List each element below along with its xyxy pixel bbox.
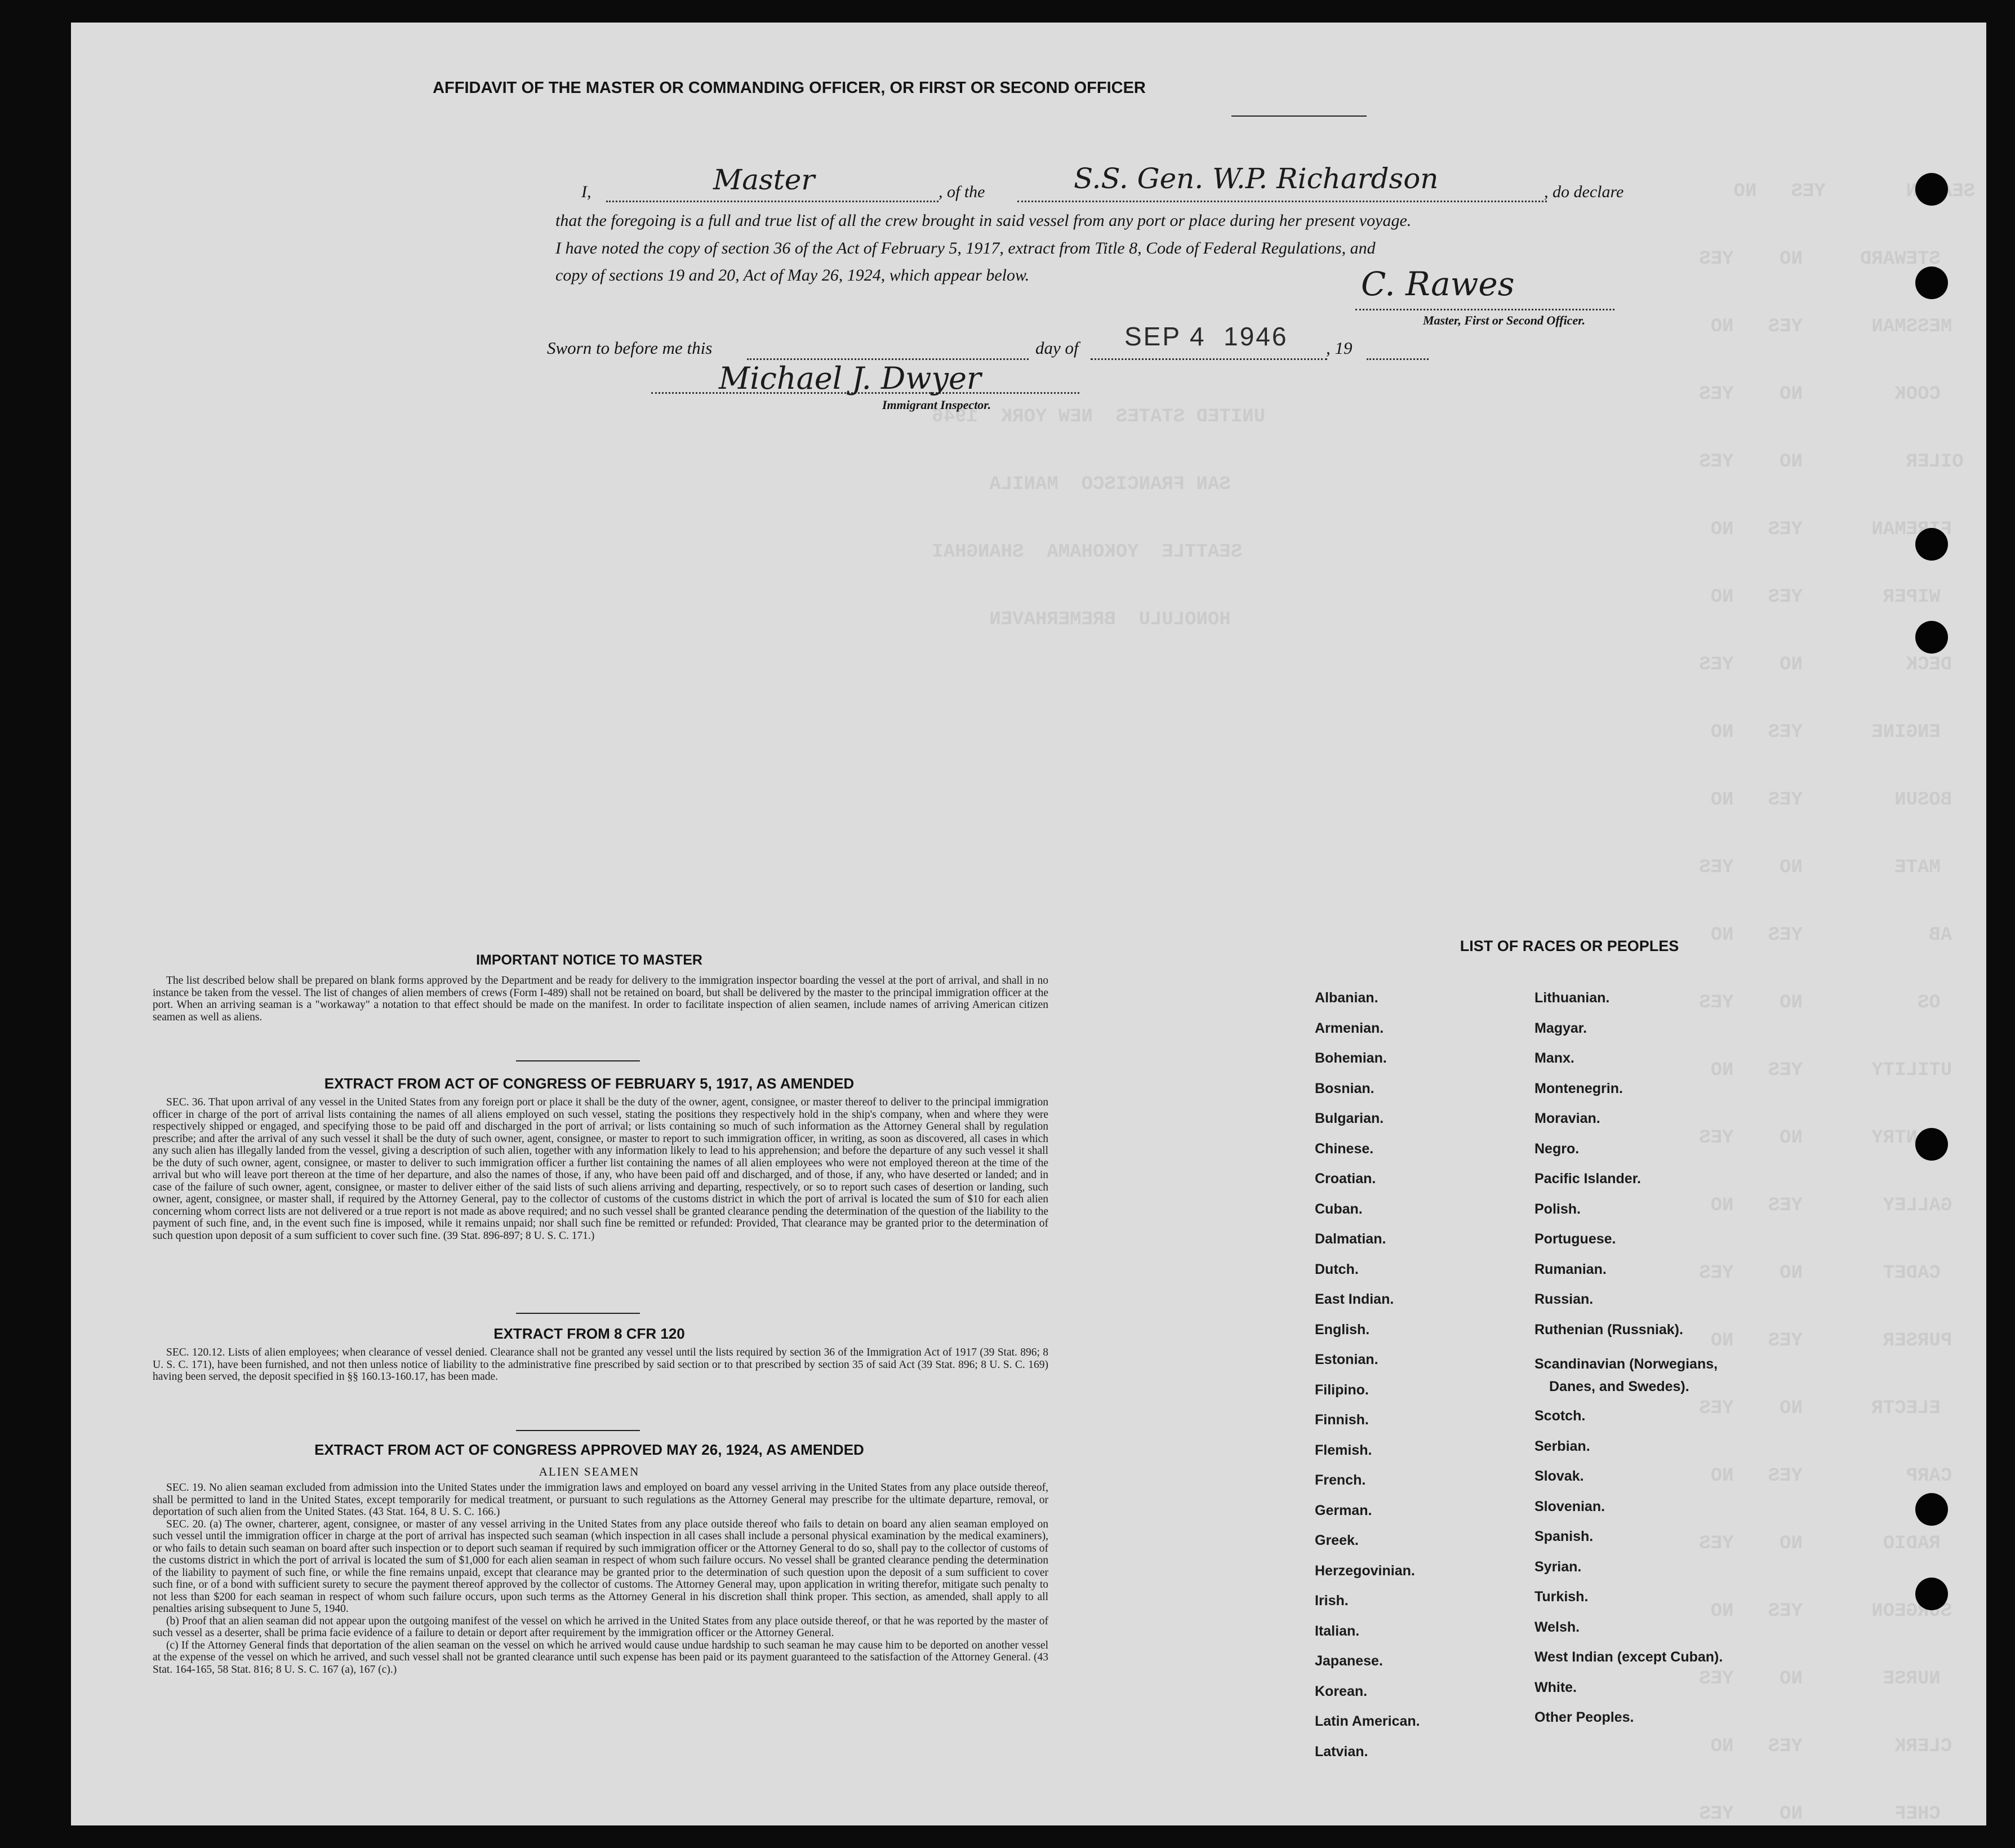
race-item: East Indian.	[1315, 1291, 1394, 1307]
race-item: Manx.	[1534, 1050, 1574, 1066]
race-item: Albanian.	[1315, 990, 1378, 1006]
extract-1917-title: EXTRACT FROM ACT OF CONGRESS OF FEBRUARY 5, 1917, AS AMENDED	[324, 1075, 855, 1092]
race-item: Welsh.	[1534, 1619, 1580, 1635]
sworn-month-field	[1091, 358, 1327, 360]
race-item: Serbian.	[1534, 1438, 1590, 1454]
punch-hole	[1915, 1578, 1948, 1610]
race-item: Latvian.	[1315, 1743, 1368, 1760]
inspector-caption: Immigrant Inspector.	[882, 398, 991, 412]
punch-hole	[1915, 266, 1948, 299]
race-item: German.	[1315, 1502, 1372, 1518]
notice-rule	[516, 1060, 640, 1061]
races-title: LIST OF RACES OR PEOPLES	[1460, 938, 1679, 954]
extract-1924-title: EXTRACT FROM ACT OF CONGRESS APPROVED MAY 26, 1924, AS AMENDED	[314, 1441, 864, 1458]
notice-paragraph: The list described below shall be prepared on blank forms approved by the Department and be ready for delivery to the immigration inspector boarding the vessel at the port of arrival, and shall in no instance be taken from the vessel. The list of changes of alien members of crews (Form I-489) shall not be retained on board, but shall be delivered by the master to the principal immigration officer at the port. When an arriving seaman is a "workaway" a notation to that effect should be made on the manifest. In order to facilitate inspection of alien seamen, include names of arriving American citizen seamen as well as aliens.	[153, 975, 1048, 1023]
vessel-handwriting: S.S. Gen. W.P. Richardson	[1074, 162, 1439, 195]
extract-1917-paragraph: SEC. 36. That upon arrival of any vessel in the United States from any foreign port or place it shall be the duty of the owner, agent, consignee, or master thereof to deliver to the principal immigration officer in charge of the port of arrival lists containing the names of all aliens employed on such vessel, stating the positions they respectively hold in the ship's company, when and where they were respectively shipped or engaged, and specifying those to be paid off and discharged in the port of arrival; or lists containing so much of such information as the Attorney General shall by regulation prescribe; and after the arrival of any such vessel it shall be the duty of such owner, agent, consignee, or master to report to such immigration officer, in writing, as soon as discovered, all cases in which any such alien has illegally landed from the vessel, giving a description of such alien, together with any information likely to lead to his apprehension; and before the departure of any such vessel it shall be the duty of such owner, agent, consignee, or master to deliver to such immigration officer a further list containing the names of all alien employees who were not employed thereon at the time of the arrival but who will leave port thereon at the time of her departure, and also the names of those, if any, who have been paid off and discharged, and of those, if any, who have deserted or landed; and in case of the failure of such owner, agent, consignee, or master to deliver either of the said lists of such aliens arriving and departing, respectively, or so to report such cases of desertion or landing, such owner, agent, consignee, or master shall, if required by the Attorney General, pay to the collector of customs of the customs district in which the port of arrival is located the sum of $10 for each alien concerning whom correct lists are not delivered or a true report is not made as above required; and no such vessel shall be granted clearance pending the determination of the question of the liability to the payment of such fine, and, in the event such fine is imposed, while it remains unpaid; nor shall such fine be remitted or refunded: Provided, That clearance may be granted prior to the determination of such question upon deposit of a sum sufficient to cover such fine. (39 Stat. 896-897; 8 U. S. C. 171.)	[153, 1096, 1048, 1242]
punch-hole	[1915, 173, 1948, 206]
sworn-year-field	[1367, 358, 1429, 360]
race-item: Montenegrin.	[1534, 1080, 1623, 1096]
race-item: Croatian.	[1315, 1171, 1376, 1187]
race-item: Danes, and Swedes).	[1549, 1379, 1689, 1394]
of-the-label: , of the	[938, 183, 985, 201]
race-item: Polish.	[1534, 1201, 1581, 1217]
race-item: Irish.	[1315, 1593, 1349, 1609]
race-item: Pacific Islander.	[1534, 1171, 1641, 1187]
race-item: Dutch.	[1315, 1261, 1359, 1277]
race-item: Rumanian.	[1534, 1261, 1607, 1277]
extract-1924-subtitle: ALIEN SEAMEN	[539, 1465, 640, 1478]
officer-caption: Master, First or Second Officer.	[1423, 313, 1586, 327]
race-item: Portuguese.	[1534, 1231, 1616, 1247]
title-rule	[1231, 115, 1367, 117]
extract-cfr-paragraph: SEC. 120.12. Lists of alien employees; when clearance of vessel denied. Clearance shall not be granted any vessel until the lists required by section 36 of the Immigration Act of 1917 (39 Stat. 896; 8 U. S. C. 171), have been furnished, and not then unless notice of liability to the administrative fine prescribed by said section or to that prescribed by section 35 of said Act (39 Stat. 896; 8 U. S. C. 169) having been served, the deposit specified in §§ 160.13-160.17, has been made.	[153, 1347, 1048, 1383]
bleed-through-ghost: YES NO STEWARD NO YES MESSMAN YES NO COOK NO YES OILER NO YES FIREMAN YES NO WIPER YES NO DECK NO YES ENGINE YES NO BOSUN YES NO MATE NO YES AB YES NO OS NO YES UTILITY YES NO PANTRY NO YES GALLEY YES NO CADET NO YES PURSER YES NO ELECTR NO YES CARP YES NO RADIO NO YES SURGEON YES NO NURSE NO YES CLERK YES NO CHEF NO YES	[1699, 181, 1964, 1825]
punch-hole	[1915, 1493, 1948, 1526]
race-item: White.	[1534, 1679, 1577, 1695]
extract-cfr-title: EXTRACT FROM 8 CFR 120	[493, 1325, 685, 1342]
affidavit-title: AFFIDAVIT OF THE MASTER OR COMMANDING OFFICER, OR FIRST OR SECOND OFFICER	[433, 79, 1146, 97]
officer-signature-field	[1355, 309, 1614, 310]
race-item: Spanish.	[1534, 1529, 1594, 1544]
day-of-label: day of	[1035, 338, 1079, 358]
race-item: Italian.	[1315, 1623, 1360, 1639]
punch-hole	[1915, 621, 1948, 654]
race-item: Herzegovinian.	[1315, 1562, 1415, 1579]
declaration-line-4: copy of sections 19 and 20, Act of May 26, 1924, which appear below.	[555, 266, 1030, 285]
punch-hole	[1915, 1128, 1948, 1161]
race-item: Finnish.	[1315, 1412, 1369, 1428]
extract-1924-body	[153, 1482, 1048, 1676]
declaration-prefix: I,	[581, 183, 591, 201]
race-item: Japanese.	[1315, 1653, 1383, 1669]
declaration-line-3: I have noted the copy of section 36 of the Act of February 5, 1917, extract from Title 8, Code of Federal Regulations, and	[555, 239, 1376, 257]
punch-hole	[1915, 528, 1948, 561]
race-item: Other Peoples.	[1534, 1709, 1634, 1725]
race-item: Flemish.	[1315, 1442, 1372, 1458]
extract-1924-sec20a: SEC. 20. (a) The owner, charterer, agent, consignee, or master of any vessel arriving in the United States from any place outside thereof who fails to detain on board any alien seaman employed on such vessel until the immigration officer in charge at the port of arrival has inspected such seaman (which inspection in all cases shall include a personal physical examination by the medical examiners), or who fails to detain such seaman on board after such inspection or to deport such seaman if required by such immigration officer or the Attorney General to do so, shall pay to the collector of customs of the customs district in which the port of arrival is located the sum of $1,000 for each alien seaman in respect of whom such failure occurs. No vessel shall be granted clearance pending the determination of the liability to payment of such fine, or while the fine remains unpaid, except that clearance may be granted prior to the determination of such question upon the deposit of a sum sufficient to cover such fine, or of a bond with sufficient surety to secure the payment thereof approved by the collector of customs. The Attorney General may, upon application in writing therefor, mitigate such penalty to not less than $200 for each seaman in respect of whom such failure occurs, upon such terms as the Attorney General in his discretion shall think proper. This section, as amended, shall apply to all penalties arising subsequent to June 5, 1940.	[153, 1518, 1048, 1615]
race-item: Magyar.	[1534, 1020, 1587, 1036]
notice-body	[153, 975, 1048, 1023]
race-item: French.	[1315, 1472, 1366, 1488]
races-right-column	[1534, 983, 1723, 1733]
race-item: Russian.	[1534, 1291, 1594, 1307]
race-item: Turkish.	[1534, 1589, 1589, 1605]
extract-1917-body	[153, 1096, 1048, 1242]
date-stamp: SEP 4 1946	[1124, 322, 1288, 351]
bleed-through-ghost-2: UNITED STATES NEW YORK 1946 SAN FRANCISCO MANILA SEATTLE YOKOHAMA SHANGHAI HONOLULU BREMERHAVEN	[932, 406, 1265, 630]
declarant-handwriting: Master	[713, 163, 815, 196]
vessel-field	[1017, 201, 1547, 202]
race-item: Bulgarian.	[1315, 1110, 1384, 1126]
race-item: Slovenian.	[1534, 1498, 1605, 1514]
document-sheet	[71, 23, 1986, 1825]
officer-signature: C. Rawes	[1361, 265, 1515, 303]
declarant-field	[606, 201, 938, 202]
race-item: English.	[1315, 1321, 1370, 1338]
race-item: Filipino.	[1315, 1381, 1369, 1398]
sworn-day-field	[747, 358, 1029, 360]
extract-1924-sec19: SEC. 19. No alien seaman excluded from admission into the United States under the immigration laws and employed on board any vessel arriving in the United States from any place outside thereof, shall be permitted to land in the United States, except temporarily for medical treatment, or pursuant to such regulations as the Attorney General may prescribe for the ultimate departure, removal, or deportation of such alien from the United States. (43 Stat. 164, 8 U. S. C. 166.)	[153, 1482, 1048, 1518]
race-item: Latin American.	[1315, 1713, 1420, 1729]
race-item: Bohemian.	[1315, 1050, 1387, 1066]
extract-1917-rule	[516, 1313, 640, 1314]
extract-1924-sec20c: (c) If the Attorney General finds that deportation of the alien seaman on the vessel on which he arrived would cause undue hardship to such seaman he may cause him to be deported on another vessel at the expense of the vessel on which he arrived, and such vessel shall not be granted clearance until such expense has been paid or its payment guaranteed to the satisfaction of the Attorney General. (43 Stat. 164-165, 58 Stat. 816; 8 U. S. C. 167 (a), 167 (c).)	[153, 1639, 1048, 1676]
race-item: Syrian.	[1534, 1558, 1582, 1575]
race-item: Scotch.	[1534, 1408, 1586, 1424]
race-item: Negro.	[1534, 1140, 1580, 1157]
extract-1924-sec20b: (b) Proof that an alien seaman did not appear upon the outgoing manifest of the vessel on which he arrived in the United States from any place outside thereof, or that he was reported by the master of such vessel as a deserter, shall be prima facie evidence of a failure to detain or deport after requirement by the immigration officer or the Attorney General.	[153, 1615, 1048, 1639]
extract-cfr-rule	[516, 1430, 640, 1431]
sworn-label: Sworn to before me this	[547, 338, 713, 358]
race-item: Bosnian.	[1315, 1080, 1375, 1096]
race-item: West Indian (except Cuban).	[1534, 1649, 1723, 1665]
race-item: Armenian.	[1315, 1020, 1384, 1036]
race-item: Estonian.	[1315, 1352, 1378, 1367]
race-item: Dalmatian.	[1315, 1231, 1386, 1247]
declaration-line-2: that the foregoing is a full and true list of all the crew brought in said vessel from any port or place during her present voyage.	[555, 211, 1412, 230]
year-label: , 19	[1326, 338, 1353, 358]
race-item: Lithuanian.	[1534, 990, 1610, 1006]
races-left-column	[1315, 983, 1420, 1767]
race-item: Moravian.	[1534, 1110, 1600, 1126]
race-item: Cuban.	[1315, 1201, 1363, 1217]
notice-title: IMPORTANT NOTICE TO MASTER	[476, 952, 702, 968]
race-item: Korean.	[1315, 1683, 1368, 1699]
do-declare-label: , do declare	[1544, 183, 1624, 201]
race-item: Slovak.	[1534, 1468, 1584, 1484]
extract-cfr-body	[153, 1347, 1048, 1383]
race-item: Scandinavian (Norwegians,	[1534, 1356, 1718, 1372]
race-item: Chinese.	[1315, 1140, 1374, 1157]
inspector-signature: Michael J. Dwyer	[719, 361, 981, 396]
race-item: Ruthenian (Russniak).	[1534, 1321, 1683, 1338]
race-item: Greek.	[1315, 1532, 1359, 1548]
